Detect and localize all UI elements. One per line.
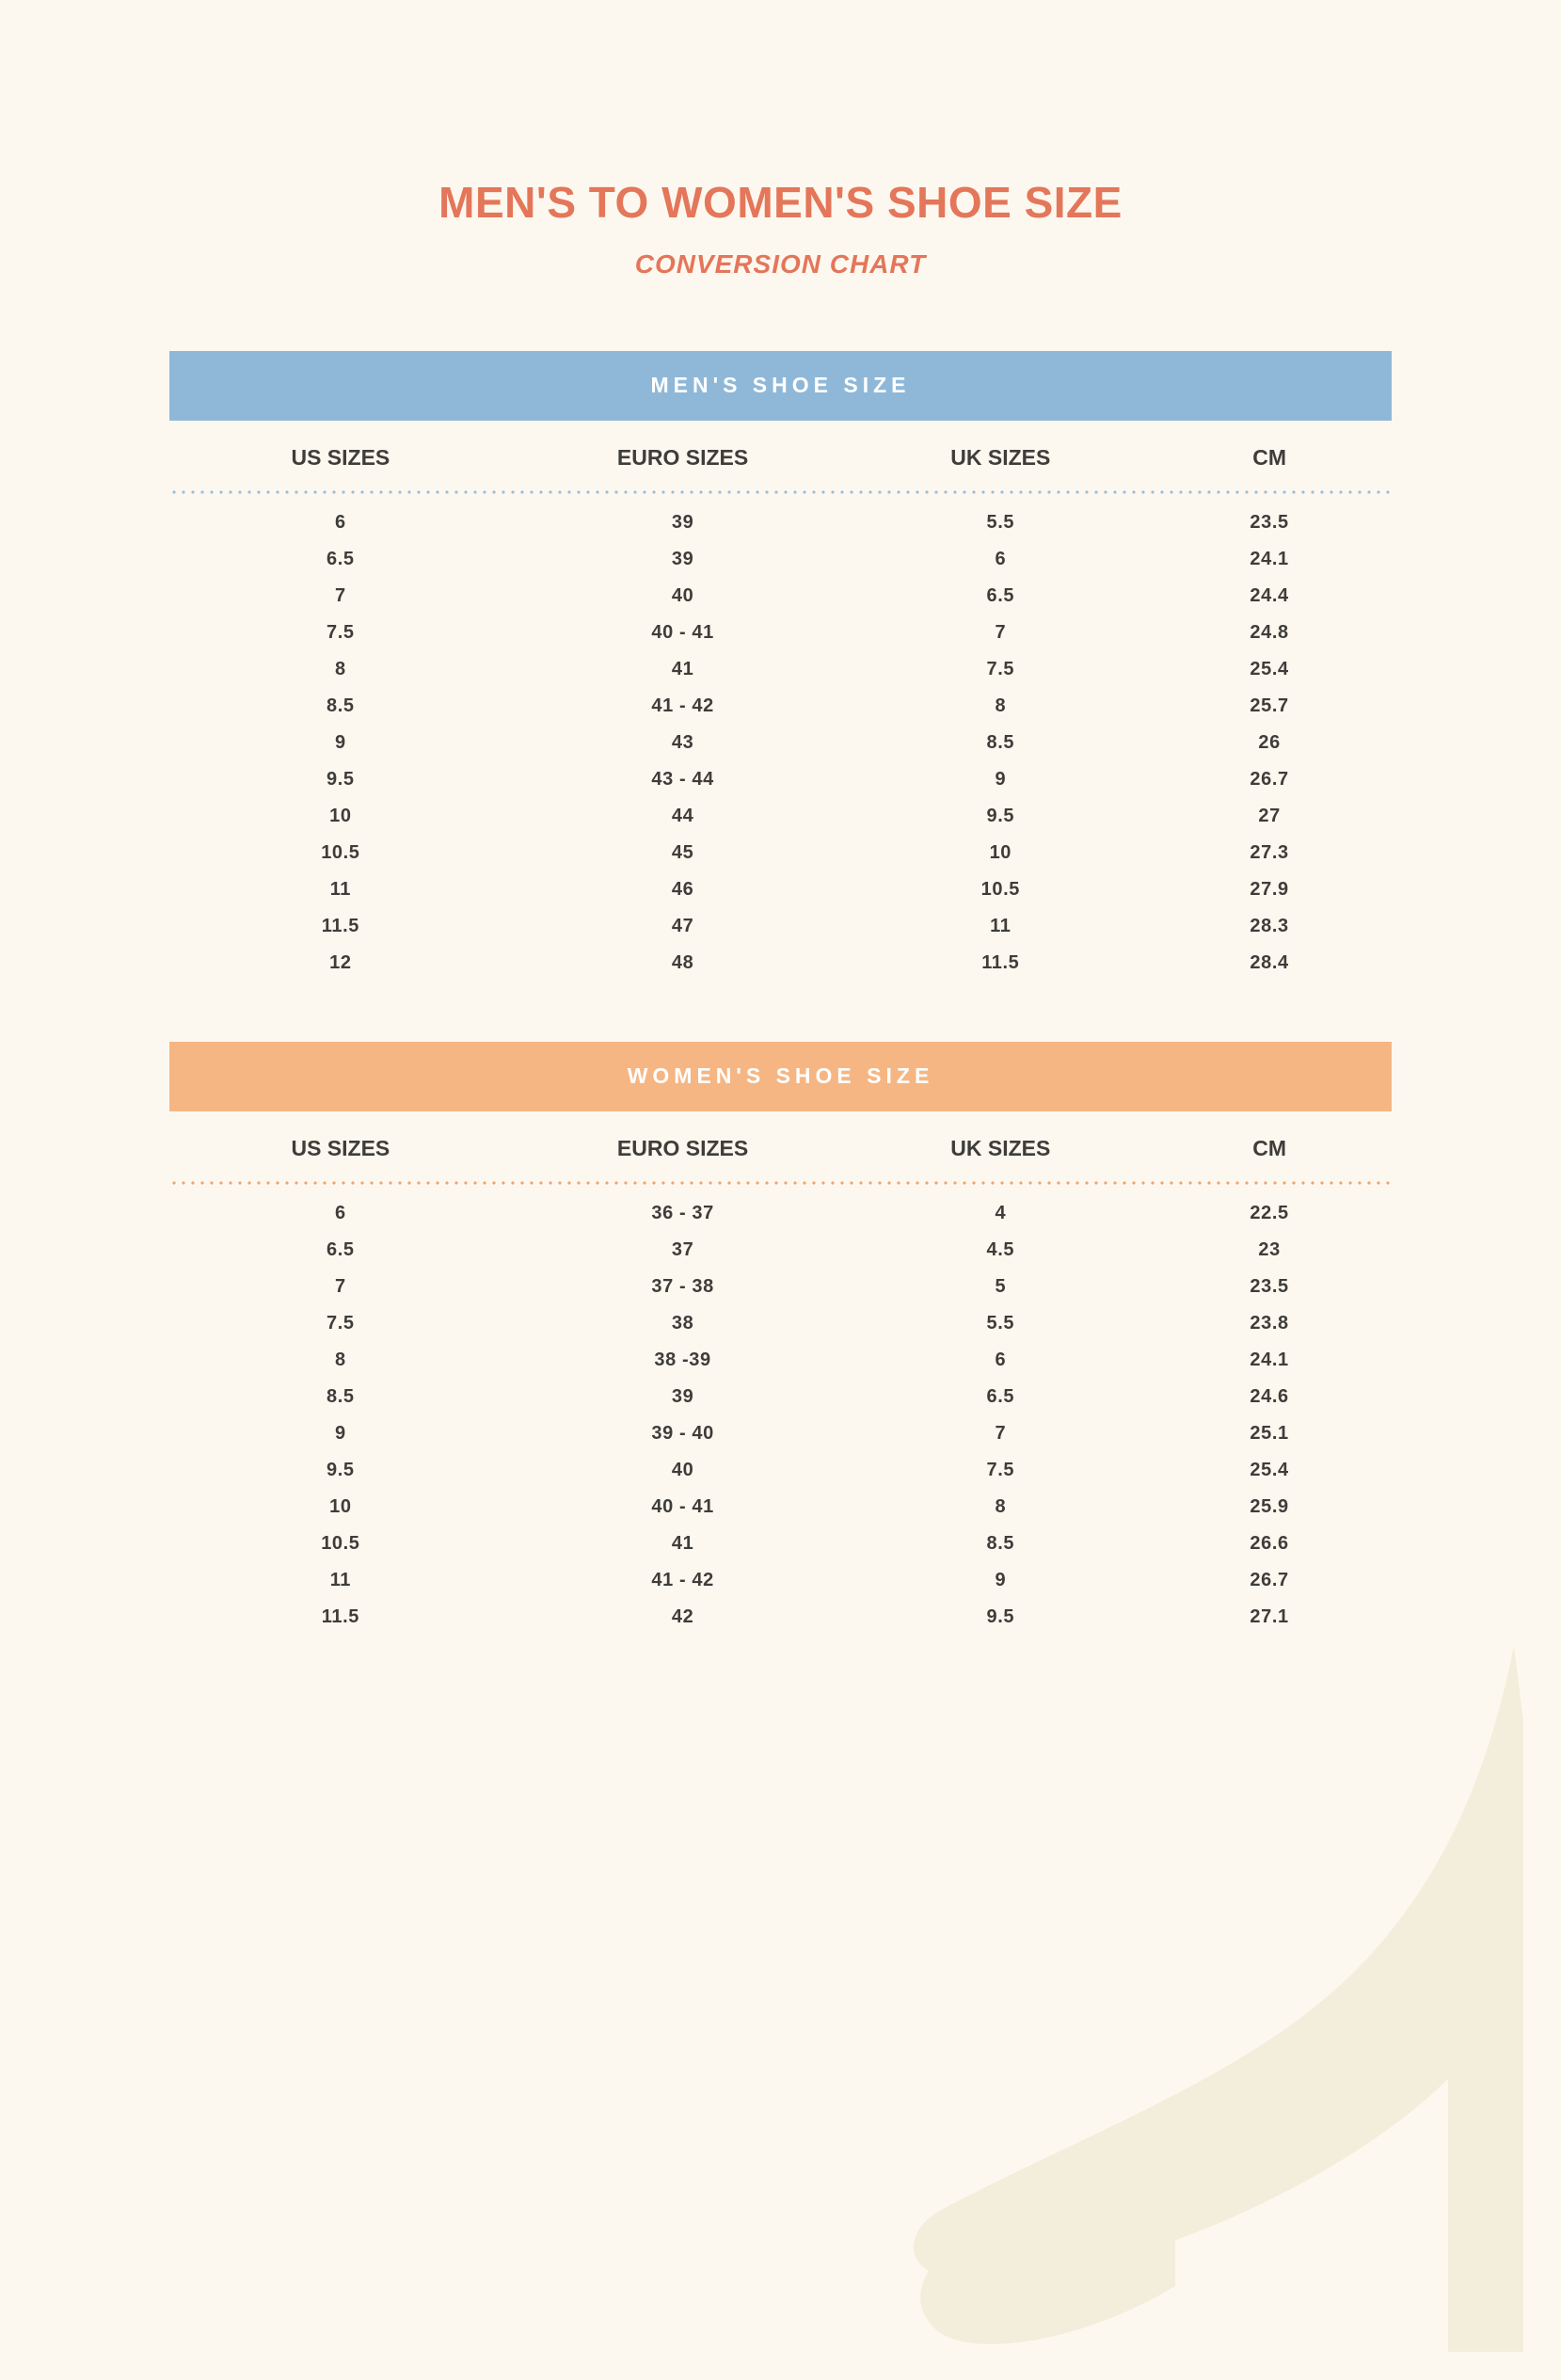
cell-euro: 41 - 42 bbox=[651, 1569, 714, 1590]
cell-uk: 9.5 bbox=[986, 805, 1015, 826]
cell-us: 11 bbox=[329, 878, 352, 900]
column-header-cm: CM bbox=[1252, 1135, 1286, 1160]
table-row bbox=[169, 725, 1392, 761]
cell-us: 9 bbox=[334, 1422, 346, 1444]
cell-cm: 23 bbox=[1258, 1238, 1281, 1260]
cell-us: 6 bbox=[334, 511, 346, 533]
table-row bbox=[169, 1525, 1392, 1562]
column-header-euro: EURO SIZES bbox=[616, 1135, 749, 1160]
cell-us: 8.5 bbox=[327, 1385, 355, 1407]
cell-us: 8.5 bbox=[327, 695, 355, 716]
cell-us: 10 bbox=[329, 805, 352, 826]
column-header-us: US SIZES bbox=[291, 444, 390, 470]
cell-euro: 43 - 44 bbox=[651, 768, 714, 790]
cell-us: 7.5 bbox=[327, 1312, 355, 1334]
cell-us: 11.5 bbox=[321, 915, 359, 936]
cell-uk: 10 bbox=[989, 841, 1012, 863]
cell-cm: 24.8 bbox=[1250, 621, 1289, 643]
cell-uk: 6.5 bbox=[986, 1385, 1015, 1407]
dotted-divider bbox=[169, 490, 1392, 494]
cell-us: 10 bbox=[329, 1495, 352, 1517]
page-subtitle: CONVERSION CHART bbox=[634, 248, 927, 279]
table-row bbox=[169, 835, 1392, 871]
cell-uk: 5 bbox=[995, 1275, 1007, 1297]
cell-euro: 38 -39 bbox=[654, 1349, 711, 1370]
cell-us: 11 bbox=[329, 1569, 352, 1590]
cell-cm: 25.7 bbox=[1250, 695, 1289, 716]
section-womens-shoe-size bbox=[169, 1042, 1392, 1636]
cell-cm: 26.6 bbox=[1250, 1532, 1289, 1554]
column-header-euro: EURO SIZES bbox=[616, 444, 749, 470]
cell-us: 8 bbox=[334, 1349, 346, 1370]
cell-euro: 41 - 42 bbox=[651, 695, 714, 716]
cell-uk: 11.5 bbox=[981, 951, 1020, 973]
cell-us: 10.5 bbox=[321, 1532, 360, 1554]
table-row bbox=[169, 651, 1392, 688]
cell-cm: 27 bbox=[1258, 805, 1281, 826]
cell-euro: 36 - 37 bbox=[651, 1202, 714, 1223]
mens-size-table bbox=[169, 421, 1392, 982]
cell-euro: 41 bbox=[671, 658, 694, 679]
cell-euro: 40 - 41 bbox=[651, 1495, 714, 1517]
cell-cm: 24.1 bbox=[1250, 548, 1289, 569]
cell-us: 7 bbox=[334, 584, 346, 606]
womens-size-table bbox=[169, 1111, 1392, 1636]
cell-uk: 6.5 bbox=[986, 584, 1015, 606]
cell-uk: 6 bbox=[995, 1349, 1007, 1370]
cell-euro: 48 bbox=[671, 951, 694, 973]
cell-euro: 40 bbox=[671, 584, 694, 606]
cell-us: 12 bbox=[329, 951, 352, 973]
table-row bbox=[169, 1452, 1392, 1489]
cell-euro: 39 - 40 bbox=[651, 1422, 714, 1444]
cell-euro: 40 - 41 bbox=[651, 621, 714, 643]
table-row bbox=[169, 1269, 1392, 1305]
table-row bbox=[169, 1379, 1392, 1415]
cell-cm: 26.7 bbox=[1250, 1569, 1289, 1590]
table-row bbox=[169, 798, 1392, 835]
cell-uk: 8 bbox=[995, 1495, 1007, 1517]
cell-us: 9.5 bbox=[327, 1459, 355, 1480]
table-row bbox=[169, 908, 1392, 945]
cell-euro: 42 bbox=[671, 1605, 694, 1627]
document-page bbox=[0, 179, 1561, 1636]
cell-euro: 45 bbox=[671, 841, 694, 863]
cell-cm: 23.5 bbox=[1250, 1275, 1289, 1297]
cell-uk: 7 bbox=[995, 621, 1007, 643]
cell-euro: 44 bbox=[671, 805, 694, 826]
cell-uk: 8.5 bbox=[986, 731, 1015, 753]
cell-uk: 7.5 bbox=[986, 1459, 1015, 1480]
cell-cm: 27.1 bbox=[1250, 1605, 1289, 1627]
cell-uk: 11 bbox=[990, 915, 1011, 936]
cell-cm: 24.4 bbox=[1250, 584, 1289, 606]
cell-cm: 25.1 bbox=[1250, 1422, 1289, 1444]
table-row bbox=[169, 1188, 1392, 1232]
cell-us: 8 bbox=[334, 658, 346, 679]
cell-uk: 5.5 bbox=[986, 511, 1015, 533]
cell-us: 6 bbox=[334, 1202, 346, 1223]
cell-cm: 24.1 bbox=[1250, 1349, 1289, 1370]
table-row bbox=[169, 1232, 1392, 1269]
section-header-womens: WOMEN'S SHOE SIZE bbox=[169, 1042, 1392, 1111]
cell-uk: 9 bbox=[995, 1569, 1007, 1590]
cell-euro: 37 - 38 bbox=[651, 1275, 714, 1297]
cell-cm: 25.4 bbox=[1250, 658, 1289, 679]
cell-cm: 27.3 bbox=[1250, 841, 1289, 863]
table-row bbox=[169, 761, 1392, 798]
cell-cm: 28.4 bbox=[1250, 951, 1289, 973]
cell-uk: 8 bbox=[995, 695, 1007, 716]
cell-cm: 23.8 bbox=[1250, 1312, 1289, 1334]
cell-us: 6.5 bbox=[327, 548, 355, 569]
cell-cm: 23.5 bbox=[1250, 511, 1289, 533]
table-header-row bbox=[169, 1111, 1392, 1178]
dotted-divider bbox=[169, 1181, 1392, 1185]
table-row bbox=[169, 1305, 1392, 1342]
cell-cm: 28.3 bbox=[1250, 915, 1289, 936]
table-header-row bbox=[169, 421, 1392, 487]
cell-us: 7.5 bbox=[327, 621, 355, 643]
table-row bbox=[169, 615, 1392, 651]
cell-cm: 25.9 bbox=[1250, 1495, 1289, 1517]
table-row bbox=[169, 1599, 1392, 1636]
column-header-us: US SIZES bbox=[291, 1135, 390, 1160]
table-row bbox=[169, 578, 1392, 615]
cell-euro: 40 bbox=[671, 1459, 694, 1480]
section-header-mens: MEN'S SHOE SIZE bbox=[169, 351, 1392, 421]
cell-uk: 4.5 bbox=[986, 1238, 1015, 1260]
cell-euro: 41 bbox=[671, 1532, 694, 1554]
cell-euro: 47 bbox=[671, 915, 694, 936]
cell-us: 11.5 bbox=[321, 1605, 359, 1627]
cell-euro: 39 bbox=[671, 511, 694, 533]
cell-us: 6.5 bbox=[327, 1238, 355, 1260]
cell-us: 9 bbox=[334, 731, 346, 753]
cell-euro: 37 bbox=[671, 1238, 694, 1260]
cell-us: 9.5 bbox=[327, 768, 355, 790]
table-row bbox=[169, 1562, 1392, 1599]
cell-cm: 22.5 bbox=[1250, 1202, 1289, 1223]
cell-uk: 10.5 bbox=[980, 878, 1020, 900]
cell-uk: 7.5 bbox=[986, 658, 1015, 679]
cell-euro: 46 bbox=[671, 878, 694, 900]
shoe-silhouette-decoration bbox=[865, 1608, 1561, 2380]
cell-uk: 9 bbox=[995, 768, 1007, 790]
cell-us: 7 bbox=[334, 1275, 346, 1297]
table-row bbox=[169, 1415, 1392, 1452]
table-row bbox=[169, 1342, 1392, 1379]
cell-uk: 6 bbox=[995, 548, 1007, 569]
cell-cm: 26 bbox=[1258, 731, 1281, 753]
cell-uk: 9.5 bbox=[986, 1605, 1015, 1627]
cell-uk: 4 bbox=[995, 1202, 1007, 1223]
column-header-uk: UK SIZES bbox=[950, 444, 1051, 470]
cell-euro: 39 bbox=[671, 1385, 694, 1407]
table-row bbox=[169, 1489, 1392, 1525]
table-row bbox=[169, 871, 1392, 908]
cell-uk: 5.5 bbox=[986, 1312, 1015, 1334]
cell-cm: 24.6 bbox=[1250, 1385, 1289, 1407]
table-row bbox=[169, 497, 1392, 541]
table-row bbox=[169, 945, 1392, 982]
section-mens-shoe-size bbox=[169, 351, 1392, 982]
page-title: MEN'S TO WOMEN'S SHOE SIZE bbox=[438, 178, 1123, 227]
header-divider bbox=[169, 1178, 1392, 1188]
cell-euro: 38 bbox=[671, 1312, 694, 1334]
header-divider bbox=[169, 487, 1392, 497]
column-header-cm: CM bbox=[1252, 444, 1286, 470]
cell-euro: 43 bbox=[671, 731, 694, 753]
table-row bbox=[169, 541, 1392, 578]
cell-euro: 39 bbox=[671, 548, 694, 569]
cell-cm: 25.4 bbox=[1250, 1459, 1289, 1480]
cell-uk: 7 bbox=[995, 1422, 1007, 1444]
cell-cm: 26.7 bbox=[1250, 768, 1289, 790]
cell-us: 10.5 bbox=[321, 841, 360, 863]
cell-uk: 8.5 bbox=[986, 1532, 1015, 1554]
cell-cm: 27.9 bbox=[1250, 878, 1289, 900]
table-row bbox=[169, 688, 1392, 725]
column-header-uk: UK SIZES bbox=[950, 1135, 1051, 1160]
